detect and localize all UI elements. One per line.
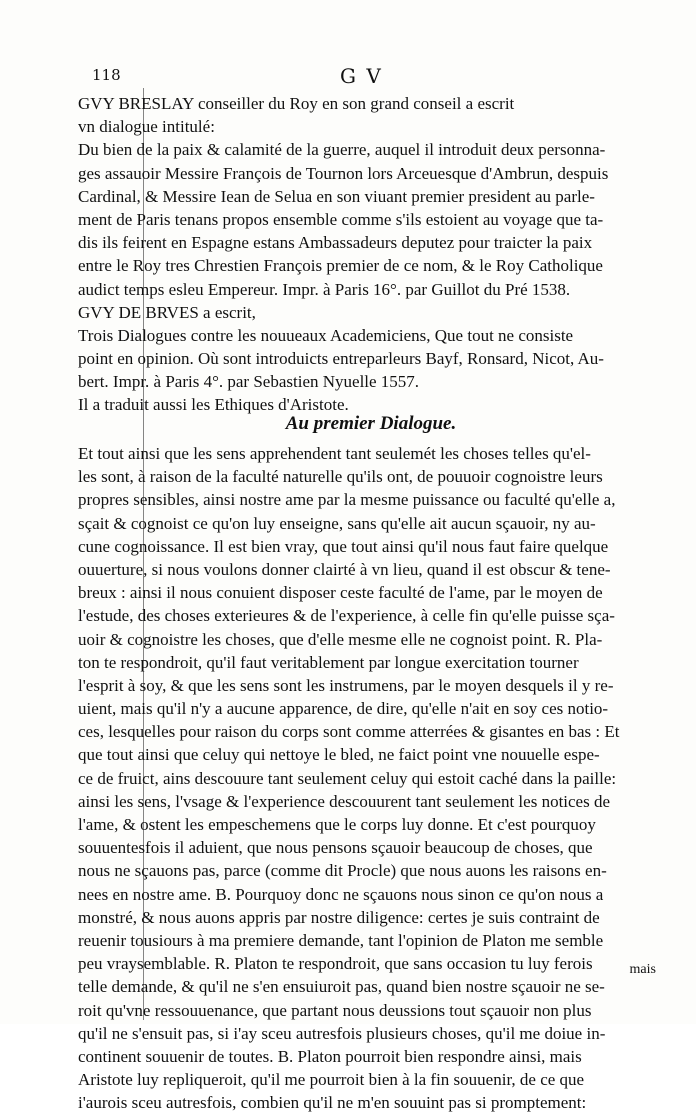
bibliography-entries [78, 92, 664, 417]
dialogue-section [78, 403, 664, 1115]
body-line: nees en nostre ame. B. Pourquoy donc ne sçauons nous sinon ce qu'on nous a [78, 884, 604, 904]
body-line: nous ne sçauons pas, parce (comme dit Procle) que nous auons les raisons en- [78, 861, 607, 881]
body-line: les sont, à raison de la faculté naturelle qu'ils ont, de pouuoir cognoistre leurs [78, 467, 603, 487]
body-line: ainsi les sens, l'vsage & l'experience descouurent tant seulement les notices de [78, 791, 611, 811]
entry-line: ges assauoir Messire François de Tournon lors Arceuesque d'Ambrun, despuis [78, 163, 609, 183]
entry-line: Trois Dialogues contre les nouueaux Academiciens, Que tout ne consiste [78, 325, 574, 345]
body-line: roit qu'vne ressouuenance, que partant nous deussions tout sçauoir non plus [78, 1000, 592, 1020]
body-line: cune cognoissance. Il est bien vray, que tout ainsi qu'il nous faut faire quelque [78, 536, 609, 556]
entry-line: point en opinion. Où sont introduicts entreparleurs Bayf, Ronsard, Nicot, Au- [78, 349, 604, 369]
entry-line: dis ils feirent en Espagne estans Ambassadeurs deputez pour traicter la paix [78, 233, 593, 253]
body-line: sçait & cognoist ce qu'on luy enseigne, sans qu'elle ait aucun sçauoir, ny au- [78, 513, 596, 533]
body-line: ouuerture, si nous voulons donner clairté à vn lieu, quand il est obscur & tene- [78, 559, 611, 579]
body-line: que tout ainsi que celuy qui nettoye le bled, ne faict point vne nouuelle espe- [78, 745, 600, 765]
body-line: continent souuenir de toutes. B. Platon pourroit bien respondre ainsi, mais [78, 1046, 582, 1066]
body-line: Et tout ainsi que les sens apprehendent tant seulemét les choses telles qu'el- [78, 444, 591, 463]
body-line: monstré, & nous auons appris par nostre diligence: certes je suis contraint de [78, 907, 600, 927]
section-title: Au premier Dialogue. [285, 413, 457, 434]
running-head-letters: G V [340, 64, 383, 88]
page-number: 118 [92, 66, 121, 84]
body-line: l'esprit à soy, & que les sens sont les instrumens, par le moyen desquels il y re- [78, 675, 614, 695]
body-line: Aristote luy repliqueroit, qu'il me pourroit bien à la fin souuenir, de ce que [78, 1070, 585, 1090]
entry-line: bert. Impr. à Paris 4°. par Sebastien Nyuelle 1557. [78, 372, 420, 392]
entry-brves [78, 301, 664, 417]
body-line: telle demande, & qu'il ne s'en ensuiuroit pas, quand bien nostre sçauoir ne se- [78, 977, 605, 997]
dialogue-text [78, 443, 664, 1115]
running-head [0, 64, 696, 90]
body-line: propres sensibles, ainsi nostre ame par la mesme puissance ou faculté qu'elle a, [78, 490, 616, 510]
body-line: ces, lesquelles pour raison du corps sont comme atterrées & gisantes en bas : Et [78, 722, 620, 742]
body-line: qu'il ne s'ensuit pas, si i'ay sceu autresfois plusieurs choses, qu'il me doiue in- [78, 1023, 606, 1043]
entry-line: Cardinal, & Messire Iean de Selua en son viuant premier president au parle- [78, 186, 595, 206]
entry-line: GVY BRESLAY conseiller du Roy en son grand conseil a escrit [78, 94, 515, 113]
body-line: l'ame, & ostent les empeschemens que le corps luy donne. Et c'est pourquoy [78, 815, 596, 834]
entry-line: entre le Roy tres Chrestien François premier de ce nom, & le Roy Catholique [78, 256, 603, 276]
body-line: peu vraysemblable. R. Platon te respondroit, que sans occasion tu luy ferois [78, 954, 593, 974]
body-line: l'estude, des choses exterieures & de l'experience, à celle fin qu'elle puisse sça- [78, 606, 615, 626]
entry-line: Il a traduit aussi les Ethiques d'Aristote. [78, 395, 349, 415]
entry-line: audict temps esleu Empereur. Impr. à Paris 16°. par Guillot du Pré 1538. [78, 279, 571, 299]
entry-breslay [78, 92, 664, 301]
body-line: reuenir tousiours à ma premiere demande, tant l'opinion de Platon me semble [78, 930, 604, 950]
entry-line: Du bien de la paix & calamité de la guerre, auquel il introduit deux personna- [78, 140, 606, 160]
body-line: ce de fruict, ains descouure tant seulement celuy qui estoit caché dans la paille: [78, 768, 617, 788]
entry-line: ment de Paris tenans propos ensemble comme s'ils estoient au voyage que ta- [78, 209, 604, 229]
catchword: mais [629, 962, 656, 977]
body-line: souuentesfois il aduient, que nous pensons sçauoir beaucoup de choses, que [78, 838, 593, 858]
entry-line: vn dialogue intitulé: [78, 117, 215, 137]
body-line: i'aurois sceu autresfois, combien qu'il ne m'en souuint pas si promptement: [78, 1093, 587, 1113]
body-line: uient, mais qu'il n'y a aucune apparence, de dire, qu'elle n'ait en soy ces notio- [78, 699, 609, 719]
body-line: ton te respondroit, qu'il faut veritablement par longue exercitation tourner [78, 652, 579, 672]
entry-line: GVY DE BRVES a escrit, [78, 302, 256, 322]
body-line: breux : ainsi il nous conuient disposer ceste faculté de l'ame, par le moyen de [78, 583, 603, 603]
body-line: uoir & cognoistre les choses, que d'elle mesme elle ne cognoist point. R. Pla- [78, 629, 603, 649]
